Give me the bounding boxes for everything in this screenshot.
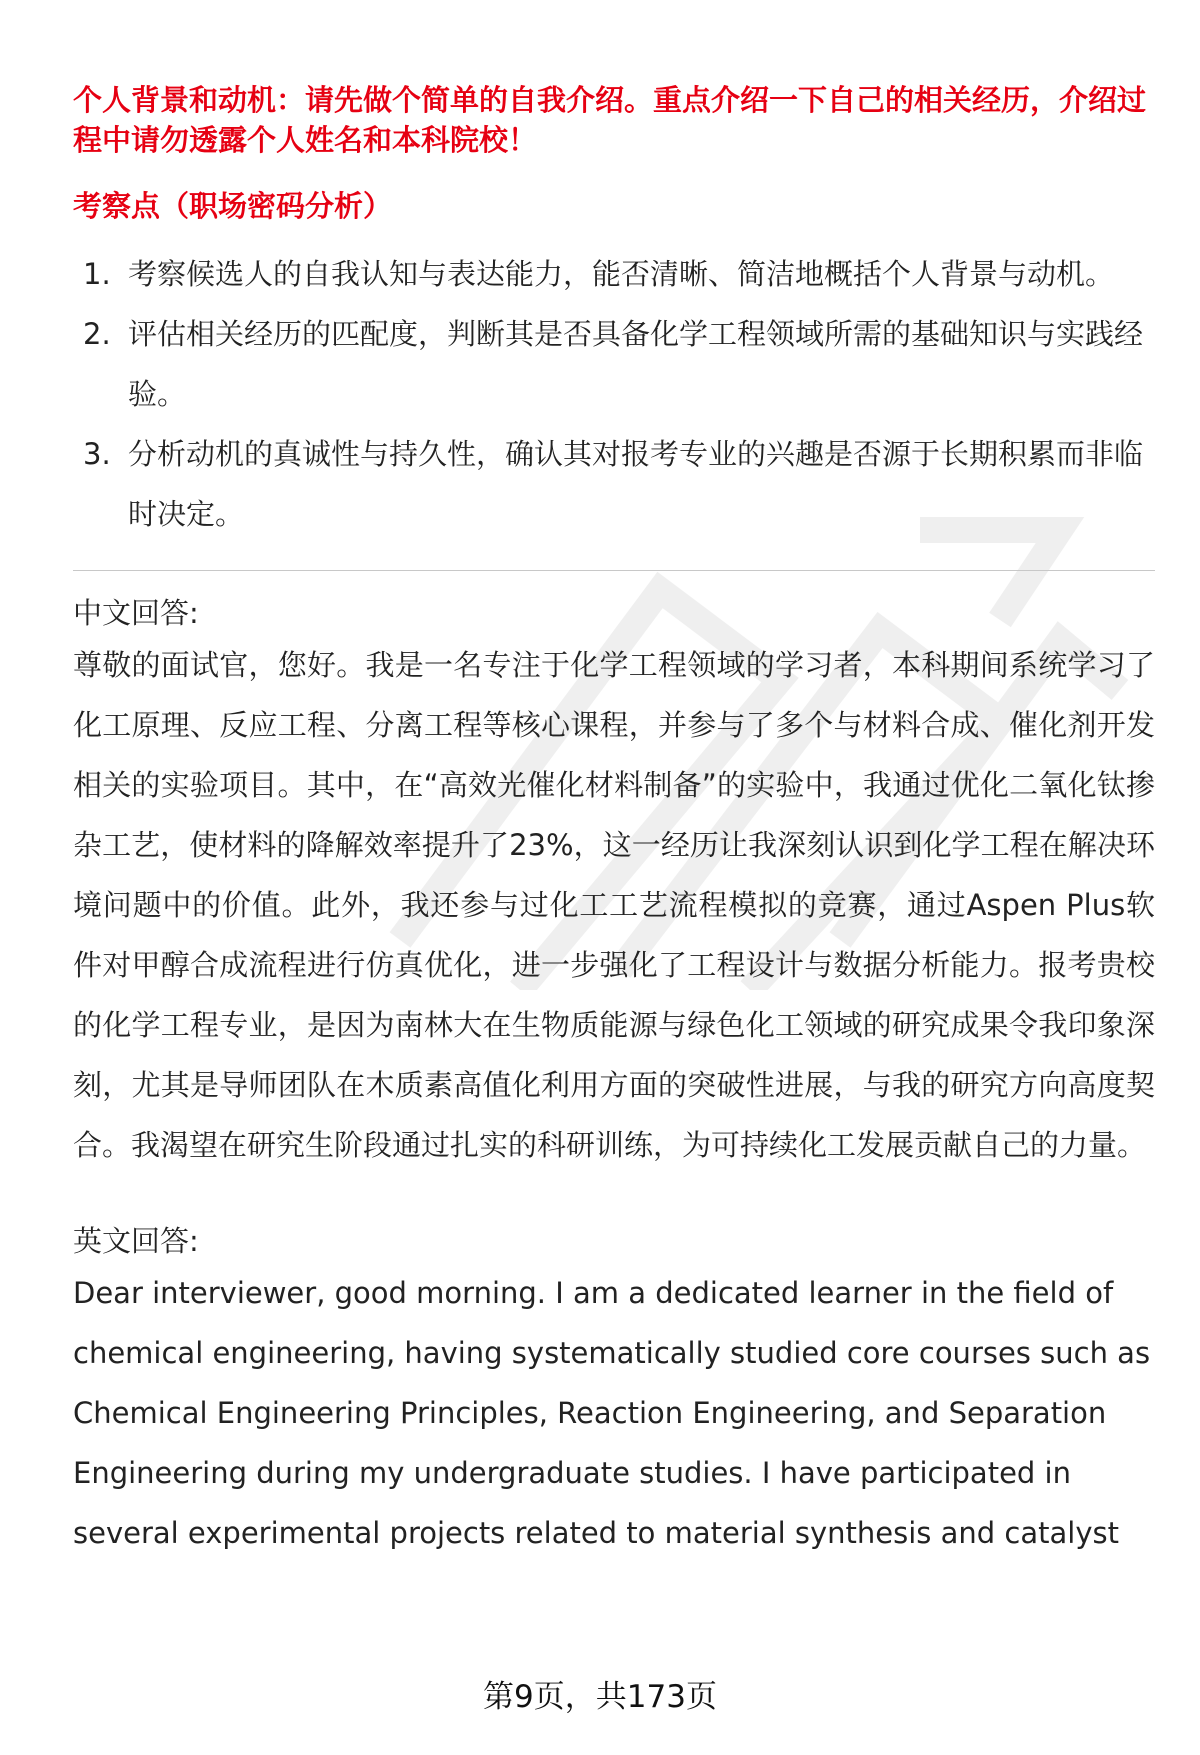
english-answer-label: 英文回答: xyxy=(73,1224,199,1258)
list-item-number: 1. xyxy=(83,257,111,291)
page-number: 第9页，共173页 xyxy=(483,1679,717,1715)
list-item-text: 考察候选人的自我认知与表达能力，能否清晰、简洁地概括个人背景与动机。 xyxy=(128,257,1115,291)
document-page xyxy=(73,80,1155,1563)
section-divider xyxy=(73,570,1155,571)
list-item xyxy=(73,244,1155,304)
chinese-answer-label: 中文回答: xyxy=(73,596,199,630)
list-item xyxy=(73,424,1155,544)
english-answer-text: Dear interviewer, good morning. I am a dedicated learner in the field of chemical engineering, having systematically studied core courses such as Chemical Engineering Principles, Reaction Engineering, and Separation Engineering during my undergraduate studies. I have participated in several experimental projects related to material synthesis and catalyst xyxy=(73,1276,1151,1550)
list-item xyxy=(73,304,1155,424)
list-item-text: 评估相关经历的匹配度，判断其是否具备化学工程领域所需的基础知识与实践经验。 xyxy=(128,317,1144,411)
analysis-points-list xyxy=(73,244,1155,544)
list-item-text: 分析动机的真诚性与持久性，确认其对报考专业的兴趣是否源于长期积累而非临时决定。 xyxy=(128,437,1144,531)
list-item-number: 2. xyxy=(83,317,111,351)
analysis-title: 考察点（职场密码分析） xyxy=(73,189,393,223)
question-heading: 个人背景和动机：请先做个简单的自我介绍。重点介绍一下自己的相关经历，介绍过程中请勿透露个人姓名和本科院校！ xyxy=(73,83,1147,157)
list-item-number: 3. xyxy=(83,437,111,471)
chinese-answer-text: 尊敬的面试官，您好。我是一名专注于化学工程领域的学习者，本科期间系统学习了化工原理、反应工程、分离工程等核心课程，并参与了多个与材料合成、催化剂开发相关的实验项目。其中，在“高效光催化材料制备”的实验中，我通过优化二氧化钛掺杂工艺，使材料的降解效率提升了23%，这一经历让我深刻认识到化学工程在解决环境问题中的价值。此外，我还参与过化工工艺流程模拟的竞赛，通过Aspen Plus软件对甲醇合成流程进行仿真优化，进一步强化了工程设计与数据分析能力。报考贵校的化学工程专业，是因为南林大在生物质能源与绿色化工领域的研究成果令我印象深刻，尤其是导师团队在木质素高值化利用方面的突破性进展，与我的研究方向高度契合。我渴望在研究生阶段通过扎实的科研训练，为可持续化工发展贡献自己的力量。 xyxy=(73,648,1155,1162)
